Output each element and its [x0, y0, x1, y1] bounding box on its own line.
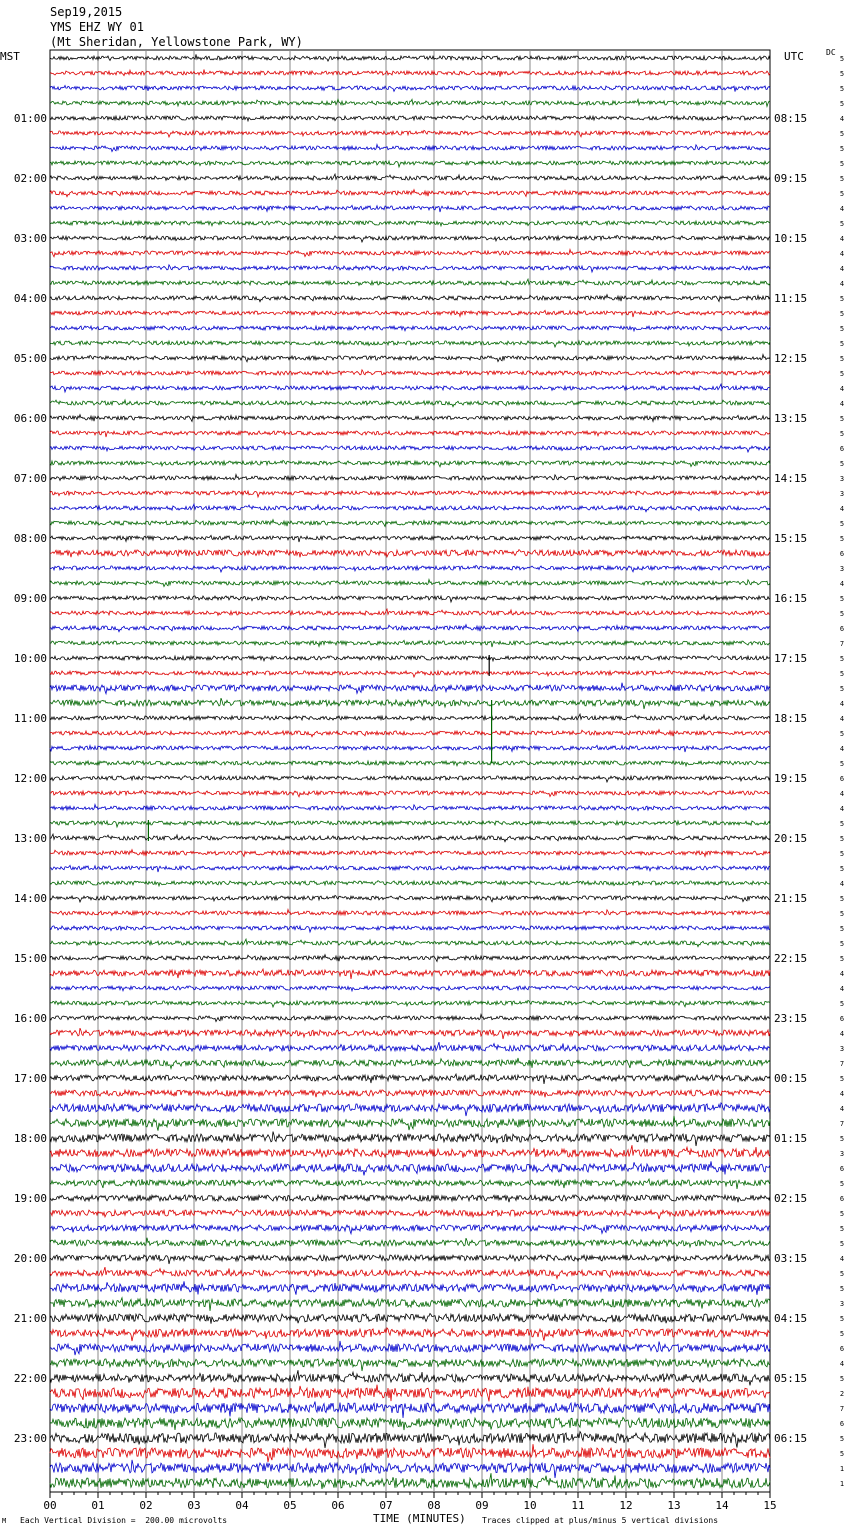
dc-offset-label: 5: [839, 820, 845, 828]
dc-column-label: DC: [826, 48, 836, 57]
seismic-trace: [50, 834, 770, 842]
seismic-trace: [50, 1015, 770, 1022]
dc-offset-label: 5: [839, 520, 845, 528]
seismic-trace: [50, 565, 770, 572]
dc-offset-label: 3: [839, 1300, 845, 1308]
dc-offset-label: 5: [839, 670, 845, 678]
dc-offset-label: 5: [839, 955, 845, 963]
seismic-trace: [50, 986, 770, 991]
seismic-trace: [50, 491, 770, 497]
mst-hour-label: 05:00: [13, 352, 47, 365]
dc-offset-label: 7: [839, 1405, 845, 1413]
seismic-trace: [50, 1058, 770, 1069]
seismic-trace: [50, 326, 770, 331]
station-code: YMS EHZ WY 01: [50, 20, 144, 34]
seismic-trace: [50, 1473, 770, 1489]
seismic-trace: [50, 1238, 770, 1247]
dc-offset-label: 5: [839, 220, 845, 228]
dc-offset-label: 5: [839, 1375, 845, 1383]
mst-hour-label: 09:00: [13, 592, 47, 605]
seismic-trace: [50, 69, 770, 76]
seismic-trace: [50, 1298, 770, 1311]
seismic-trace: [50, 895, 770, 902]
utc-hour-label: 00:15: [774, 1072, 808, 1085]
dc-offset-label: 5: [839, 340, 845, 348]
utc-hour-label: 10:15: [774, 232, 808, 245]
mst-hour-label: 15:00: [13, 952, 47, 965]
seismic-trace: [50, 400, 770, 407]
dc-offset-label: 4: [839, 115, 845, 123]
dc-offset-label: 6: [839, 445, 845, 453]
dc-offset-label: 4: [839, 250, 845, 258]
dc-offset-label: 5: [839, 1135, 845, 1143]
seismic-trace: [50, 1444, 770, 1462]
dc-offset-label: 5: [839, 295, 845, 303]
seismic-trace: [50, 683, 770, 694]
x-tick-label: 01: [91, 1499, 105, 1512]
dc-offset-label: 3: [839, 565, 845, 573]
dc-offset-label: 5: [839, 1210, 845, 1218]
mst-hour-label: 17:00: [13, 1072, 47, 1085]
dc-offset-label: 4: [839, 805, 845, 813]
dc-offset-label: 5: [839, 610, 845, 618]
seismic-trace: [50, 670, 770, 677]
utc-hour-label: 16:15: [774, 592, 808, 605]
mst-hour-label: 11:00: [13, 712, 47, 725]
dc-offset-label: 5: [839, 1450, 845, 1458]
seismic-trace: [50, 640, 770, 647]
seismic-trace: [50, 295, 770, 302]
x-tick-label: 11: [571, 1499, 585, 1512]
seismic-trace: [50, 446, 770, 452]
dc-offset-label: 6: [839, 625, 845, 633]
dc-offset-label: 4: [839, 790, 845, 798]
dc-offset-label: 5: [839, 730, 845, 738]
seismic-trace: [50, 714, 770, 720]
x-tick-label: 05: [283, 1499, 297, 1512]
dc-offset-label: 5: [839, 430, 845, 438]
mst-hour-label: 10:00: [13, 652, 47, 665]
seismic-trace: [50, 1179, 770, 1189]
seismic-trace: [50, 1132, 770, 1147]
dc-offset-label: 5: [839, 850, 845, 858]
mst-hour-label: 13:00: [13, 832, 47, 845]
dc-offset-label: 4: [839, 1360, 845, 1368]
dc-offset-label: 5: [839, 1435, 845, 1443]
seismic-trace: [50, 1432, 770, 1448]
utc-hour-label: 04:15: [774, 1312, 808, 1325]
vertical-scale-note: Each Vertical Division = 200.00 microvolts: [20, 1516, 228, 1525]
utc-hour-label: 06:15: [774, 1432, 808, 1445]
dc-offset-label: 5: [839, 190, 845, 198]
seismic-trace: [50, 520, 770, 527]
dc-offset-label: 5: [839, 865, 845, 873]
mst-hour-label: 21:00: [13, 1312, 47, 1325]
mst-hour-label: 19:00: [13, 1192, 47, 1205]
seismic-trace: [50, 99, 770, 106]
utc-hour-label: 17:15: [774, 652, 808, 665]
dc-offset-label: 5: [839, 655, 845, 663]
utc-hour-label: 13:15: [774, 412, 808, 425]
mst-hour-label: 08:00: [13, 532, 47, 545]
dc-offset-label: 1: [839, 1465, 845, 1473]
seismic-trace: [50, 625, 770, 632]
seismic-trace: [50, 1000, 770, 1007]
dc-offset-label: 5: [839, 1000, 845, 1008]
dc-offset-label: 5: [839, 460, 845, 468]
seismic-trace: [50, 279, 770, 285]
dc-offset-label: 5: [839, 595, 845, 603]
seismic-trace: [50, 805, 770, 811]
seismic-trace: [50, 580, 770, 587]
utc-hour-label: 22:15: [774, 952, 808, 965]
dc-offset-label: 5: [839, 145, 845, 153]
mst-hour-label: 07:00: [13, 472, 47, 485]
dc-offset-label: 4: [839, 1090, 845, 1098]
seismic-trace: [50, 939, 770, 947]
seismic-trace: [50, 1210, 770, 1219]
dc-offset-label: 5: [839, 1075, 845, 1083]
seismic-trace: [50, 1145, 770, 1158]
seismic-trace: [50, 161, 770, 167]
seismic-trace: [50, 250, 770, 257]
seismic-trace: [50, 1103, 770, 1116]
dc-offset-label: 3: [839, 475, 845, 483]
dc-offset-label: 4: [839, 1255, 845, 1263]
mst-hour-label: 12:00: [13, 772, 47, 785]
dc-offset-label: 4: [839, 880, 845, 888]
dc-offset-label: 5: [839, 85, 845, 93]
seismic-trace: [50, 370, 770, 376]
dc-offset-label: 5: [839, 1315, 845, 1323]
seismic-trace: [50, 776, 770, 782]
x-tick-label: 03: [187, 1499, 201, 1512]
seismic-trace: [50, 1314, 770, 1324]
utc-hour-label: 20:15: [774, 832, 808, 845]
seismic-trace: [50, 235, 770, 242]
seismic-trace: [50, 1195, 770, 1202]
dc-offset-label: 5: [839, 1330, 845, 1338]
seismic-trace: [50, 656, 770, 661]
dc-offset-label: 4: [839, 400, 845, 408]
seismic-trace: [50, 1417, 770, 1430]
x-tick-label: 04: [235, 1499, 249, 1512]
utc-hour-label: 01:15: [774, 1132, 808, 1145]
dc-offset-label: 5: [839, 160, 845, 168]
seismic-trace: [50, 504, 770, 512]
dc-offset-label: 6: [839, 550, 845, 558]
utc-hour-label: 21:15: [774, 892, 808, 905]
x-tick-label: 10: [523, 1499, 537, 1512]
seismic-trace: [50, 698, 770, 709]
seismic-trace: [50, 1460, 770, 1478]
seismic-trace: [50, 174, 770, 180]
seismic-trace: [50, 745, 770, 752]
mst-hour-label: 06:00: [13, 412, 47, 425]
utc-hour-label: 09:15: [774, 172, 808, 185]
seismic-trace: [50, 955, 770, 962]
mst-hour-label: 16:00: [13, 1012, 47, 1025]
mst-hour-label: 20:00: [13, 1252, 47, 1265]
seismic-trace: [50, 341, 770, 347]
seismic-trace: [50, 475, 770, 481]
x-tick-label: 06: [331, 1499, 345, 1512]
dc-offset-label: 6: [839, 775, 845, 783]
seismic-trace: [50, 1267, 770, 1278]
dc-offset-label: 6: [839, 1420, 845, 1428]
seismic-trace: [50, 1328, 770, 1341]
x-tick-label: 09: [475, 1499, 489, 1512]
left-timezone-label: MST: [0, 50, 20, 63]
seismic-trace: [50, 384, 770, 392]
dc-offset-label: 5: [839, 1240, 845, 1248]
seismic-trace: [50, 265, 770, 272]
utc-hour-label: 12:15: [774, 352, 808, 365]
seismic-trace: [50, 1224, 770, 1234]
mst-hour-label: 01:00: [13, 112, 47, 125]
mst-hour-label: 23:00: [13, 1432, 47, 1445]
seismic-trace: [50, 310, 770, 317]
dc-offset-label: 6: [839, 1345, 845, 1353]
dc-offset-label: 5: [839, 1285, 845, 1293]
seismic-trace: [50, 926, 770, 932]
x-tick-label: 13: [667, 1499, 681, 1512]
x-tick-label: 07: [379, 1499, 393, 1512]
right-timezone-label: UTC: [784, 50, 804, 63]
seismic-trace: [50, 881, 770, 886]
utc-hour-label: 03:15: [774, 1252, 808, 1265]
plot-frame: [50, 50, 770, 1492]
seismic-trace: [50, 609, 770, 615]
seismic-trace: [50, 761, 770, 766]
seismic-trace: [50, 910, 770, 916]
seismic-trace: [50, 415, 770, 422]
seismic-trace: [50, 1161, 770, 1175]
mst-hour-label: 04:00: [13, 292, 47, 305]
mst-hour-label: 02:00: [13, 172, 47, 185]
corner-mark: M: [2, 1517, 7, 1525]
seismic-trace: [50, 550, 770, 558]
x-tick-label: 12: [619, 1499, 633, 1512]
seismic-trace: [50, 355, 770, 362]
clip-note: Traces clipped at plus/minus 5 vertical divisions: [482, 1516, 719, 1525]
dc-offset-label: 4: [839, 1030, 845, 1038]
mst-hour-label: 22:00: [13, 1372, 47, 1385]
dc-offset-label: 6: [839, 1165, 845, 1173]
dc-offset-label: 4: [839, 505, 845, 513]
seismic-trace: [50, 221, 770, 226]
dc-offset-label: 4: [839, 580, 845, 588]
seismic-trace: [50, 1359, 770, 1371]
seismic-trace: [50, 1402, 770, 1418]
seismic-trace: [50, 54, 770, 61]
dc-offset-label: 5: [839, 940, 845, 948]
utc-hour-label: 14:15: [774, 472, 808, 485]
dc-offset-label: 5: [839, 130, 845, 138]
mst-hour-label: 03:00: [13, 232, 47, 245]
dc-offset-label: 5: [839, 1225, 845, 1233]
utc-hour-label: 18:15: [774, 712, 808, 725]
seismic-trace: [50, 1028, 770, 1039]
seismic-trace: [50, 1341, 770, 1355]
seismic-trace: [50, 205, 770, 212]
dc-offset-label: 7: [839, 640, 845, 648]
dc-offset-label: 5: [839, 760, 845, 768]
dc-offset-label: 6: [839, 1015, 845, 1023]
dc-offset-label: 5: [839, 535, 845, 543]
mst-hour-label: 18:00: [13, 1132, 47, 1145]
dc-offset-label: 5: [839, 1180, 845, 1188]
seismic-trace: [50, 86, 770, 92]
seismic-trace: [50, 821, 770, 827]
record-date: Sep19,2015: [50, 5, 123, 19]
dc-offset-label: 4: [839, 235, 845, 243]
dc-offset-label: 2: [839, 1390, 845, 1398]
dc-offset-label: 5: [839, 55, 845, 63]
dc-offset-label: 4: [839, 1105, 845, 1113]
seismic-trace: [50, 1074, 770, 1084]
dc-offset-label: 5: [839, 685, 845, 693]
seismic-trace: [50, 145, 770, 152]
dc-offset-label: 4: [839, 385, 845, 393]
dc-offset-label: 4: [839, 280, 845, 288]
seismic-trace: [50, 1090, 770, 1098]
seismic-trace: [50, 460, 770, 466]
x-tick-label: 00: [43, 1499, 57, 1512]
dc-offset-label: 5: [839, 100, 845, 108]
dc-offset-label: 4: [839, 265, 845, 273]
dc-offset-label: 5: [839, 70, 845, 78]
dc-offset-label: 5: [839, 1270, 845, 1278]
dc-offset-label: 5: [839, 370, 845, 378]
seismic-trace: [50, 850, 770, 857]
dc-offset-label: 4: [839, 700, 845, 708]
dc-offset-label: 5: [839, 415, 845, 423]
dc-offset-label: 5: [839, 355, 845, 363]
dc-offset-label: 5: [839, 175, 845, 183]
dc-offset-label: 5: [839, 910, 845, 918]
utc-hour-label: 11:15: [774, 292, 808, 305]
dc-offset-label: 7: [839, 1120, 845, 1128]
x-tick-label: 02: [139, 1499, 153, 1512]
x-axis-title: TIME (MINUTES): [373, 1512, 466, 1525]
seismic-trace: [50, 1116, 770, 1131]
utc-hour-label: 08:15: [774, 112, 808, 125]
dc-offset-label: 4: [839, 715, 845, 723]
seismic-trace: [50, 190, 770, 197]
seismic-trace: [50, 1385, 770, 1402]
seismic-trace: [50, 790, 770, 796]
dc-offset-label: 7: [839, 1060, 845, 1068]
utc-hour-label: 02:15: [774, 1192, 808, 1205]
dc-offset-label: 3: [839, 1150, 845, 1158]
seismic-trace: [50, 969, 770, 979]
utc-hour-label: 23:15: [774, 1012, 808, 1025]
dc-offset-label: 4: [839, 970, 845, 978]
dc-offset-label: 4: [839, 745, 845, 753]
seismic-trace: [50, 1042, 770, 1051]
seismic-trace: [50, 431, 770, 437]
dc-offset-label: 5: [839, 925, 845, 933]
utc-hour-label: 19:15: [774, 772, 808, 785]
dc-offset-label: 3: [839, 490, 845, 498]
dc-offset-label: 5: [839, 895, 845, 903]
utc-hour-label: 05:15: [774, 1372, 808, 1385]
utc-hour-label: 15:15: [774, 532, 808, 545]
seismic-trace: [50, 1255, 770, 1265]
dc-offset-label: 5: [839, 835, 845, 843]
dc-offset-label: 3: [839, 1045, 845, 1053]
x-tick-label: 14: [715, 1499, 729, 1512]
seismic-trace: [50, 130, 770, 137]
seismic-trace: [50, 1370, 770, 1385]
seismic-trace: [50, 596, 770, 602]
seismic-trace: [50, 1281, 770, 1295]
dc-offset-label: 5: [839, 325, 845, 333]
x-tick-label: 08: [427, 1499, 441, 1512]
dc-offset-label: 5: [839, 310, 845, 318]
station-location: (Mt Sheridan, Yellowstone Park, WY): [50, 35, 303, 49]
seismic-trace: [50, 730, 770, 737]
dc-offset-label: 4: [839, 985, 845, 993]
x-tick-label: 15: [763, 1499, 777, 1512]
dc-offset-label: 1: [839, 1480, 845, 1488]
dc-offset-label: 4: [839, 205, 845, 213]
seismic-trace: [50, 535, 770, 542]
mst-hour-label: 14:00: [13, 892, 47, 905]
dc-offset-label: 6: [839, 1195, 845, 1203]
seismic-trace: [50, 865, 770, 872]
seismic-trace: [50, 116, 770, 121]
